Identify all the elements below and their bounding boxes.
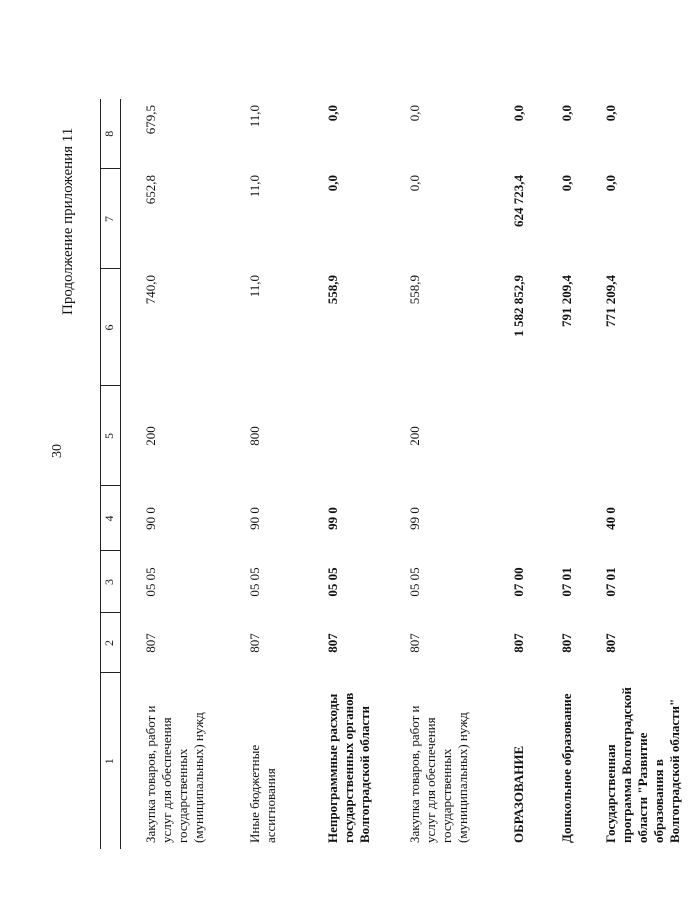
expense-type-code — [489, 386, 537, 486]
sum-year-1: 791 209,4 — [558, 275, 574, 327]
table-row — [581, 99, 699, 849]
target-code: 90 0 — [246, 507, 262, 530]
header-row — [101, 99, 121, 849]
sum-year-2: 0,0 — [324, 175, 340, 192]
sum-year-3: 0,0 — [510, 105, 526, 122]
expense-type-code: 200 — [143, 426, 158, 446]
ministry-code: 807 — [406, 633, 422, 653]
ministry-code: 807 — [246, 633, 262, 653]
sum-year-2: 0,0 — [602, 175, 618, 192]
sum-year-2: 0,0 — [558, 175, 574, 192]
col-header-8: 8 — [101, 99, 121, 169]
sum-year-3: 0,0 — [558, 105, 574, 122]
ministry-code: 807 — [510, 633, 526, 653]
continuation-label: Продолжение приложения 11 — [60, 127, 76, 315]
col-header-2: 2 — [101, 613, 121, 673]
section-code: 07 01 — [558, 567, 574, 597]
section-code: 05 05 — [143, 567, 158, 597]
table-row — [225, 99, 303, 849]
section-code: 07 01 — [602, 567, 618, 597]
target-code — [537, 486, 581, 551]
target-code: 40 0 — [602, 507, 618, 530]
table-body — [121, 99, 699, 849]
expense-name: ОБРАЗОВАНИЕ — [510, 745, 526, 843]
ministry-code: 807 — [558, 633, 574, 653]
sum-year-1: 740,0 — [143, 275, 158, 305]
page-number: 30 — [50, 444, 65, 458]
col-header-7: 7 — [101, 169, 121, 269]
expense-type-code: 800 — [246, 426, 262, 446]
section-code: 05 05 — [246, 567, 262, 597]
ministry-code: 807 — [602, 633, 618, 653]
sum-year-3: 11,0 — [246, 105, 262, 128]
expense-type-code: 200 — [406, 426, 422, 446]
target-code: 99 0 — [406, 507, 422, 530]
col-header-4: 4 — [101, 486, 121, 551]
expense-name: Иные бюджетные ассигнования — [246, 744, 278, 843]
sum-year-1: 771 209,4 — [602, 275, 618, 327]
target-code — [489, 486, 537, 551]
target-code: 99 0 — [324, 507, 340, 530]
sum-year-1: 558,9 — [324, 275, 340, 305]
sum-year-3: 0,0 — [602, 105, 618, 122]
table-row — [121, 99, 225, 849]
sum-year-2: 652,8 — [143, 175, 158, 205]
expense-name: Закупка товаров, работ и услуг для обеспечения государственных (муниципальных) нужд — [406, 705, 470, 843]
expense-type-code — [537, 386, 581, 486]
col-header-3: 3 — [101, 551, 121, 613]
ministry-code: 807 — [143, 633, 158, 653]
col-header-1: 1 — [101, 673, 121, 849]
table-row — [385, 99, 489, 849]
sum-year-2: 624 723,4 — [510, 175, 526, 227]
section-code: 07 00 — [510, 567, 526, 597]
expense-type-code — [303, 386, 385, 486]
section-code: 05 05 — [406, 567, 422, 597]
expense-type-code — [581, 386, 699, 486]
table-row — [537, 99, 581, 849]
sum-year-2: 0,0 — [406, 175, 422, 192]
sum-year-3: 679,5 — [143, 105, 158, 135]
expense-name: Непрограммные расходы государственных органов Волгоградской области — [324, 692, 372, 843]
col-header-6: 6 — [101, 269, 121, 386]
target-code: 90 0 — [143, 507, 158, 530]
section-code: 05 05 — [324, 567, 340, 597]
sum-year-1: 558,9 — [406, 275, 422, 305]
ministry-code: 807 — [324, 633, 340, 653]
budget-table — [100, 99, 699, 849]
sum-year-3: 0,0 — [406, 105, 422, 122]
table-row — [303, 99, 385, 849]
col-header-5: 5 — [101, 386, 121, 486]
sum-year-1: 1 582 852,9 — [510, 275, 526, 337]
sum-year-3: 0,0 — [324, 105, 340, 122]
expense-name: Закупка товаров, работ и услуг для обеспечения государственных (муниципальных) нужд — [143, 705, 206, 843]
table-row — [489, 99, 537, 849]
sum-year-1: 11,0 — [246, 275, 262, 298]
sum-year-2: 11,0 — [246, 175, 262, 198]
expense-name: Дошкольное образование — [558, 693, 574, 843]
expense-name: Государственная программа Волгоградской области "Развитие образования в Волгоградской области" — [602, 687, 682, 843]
